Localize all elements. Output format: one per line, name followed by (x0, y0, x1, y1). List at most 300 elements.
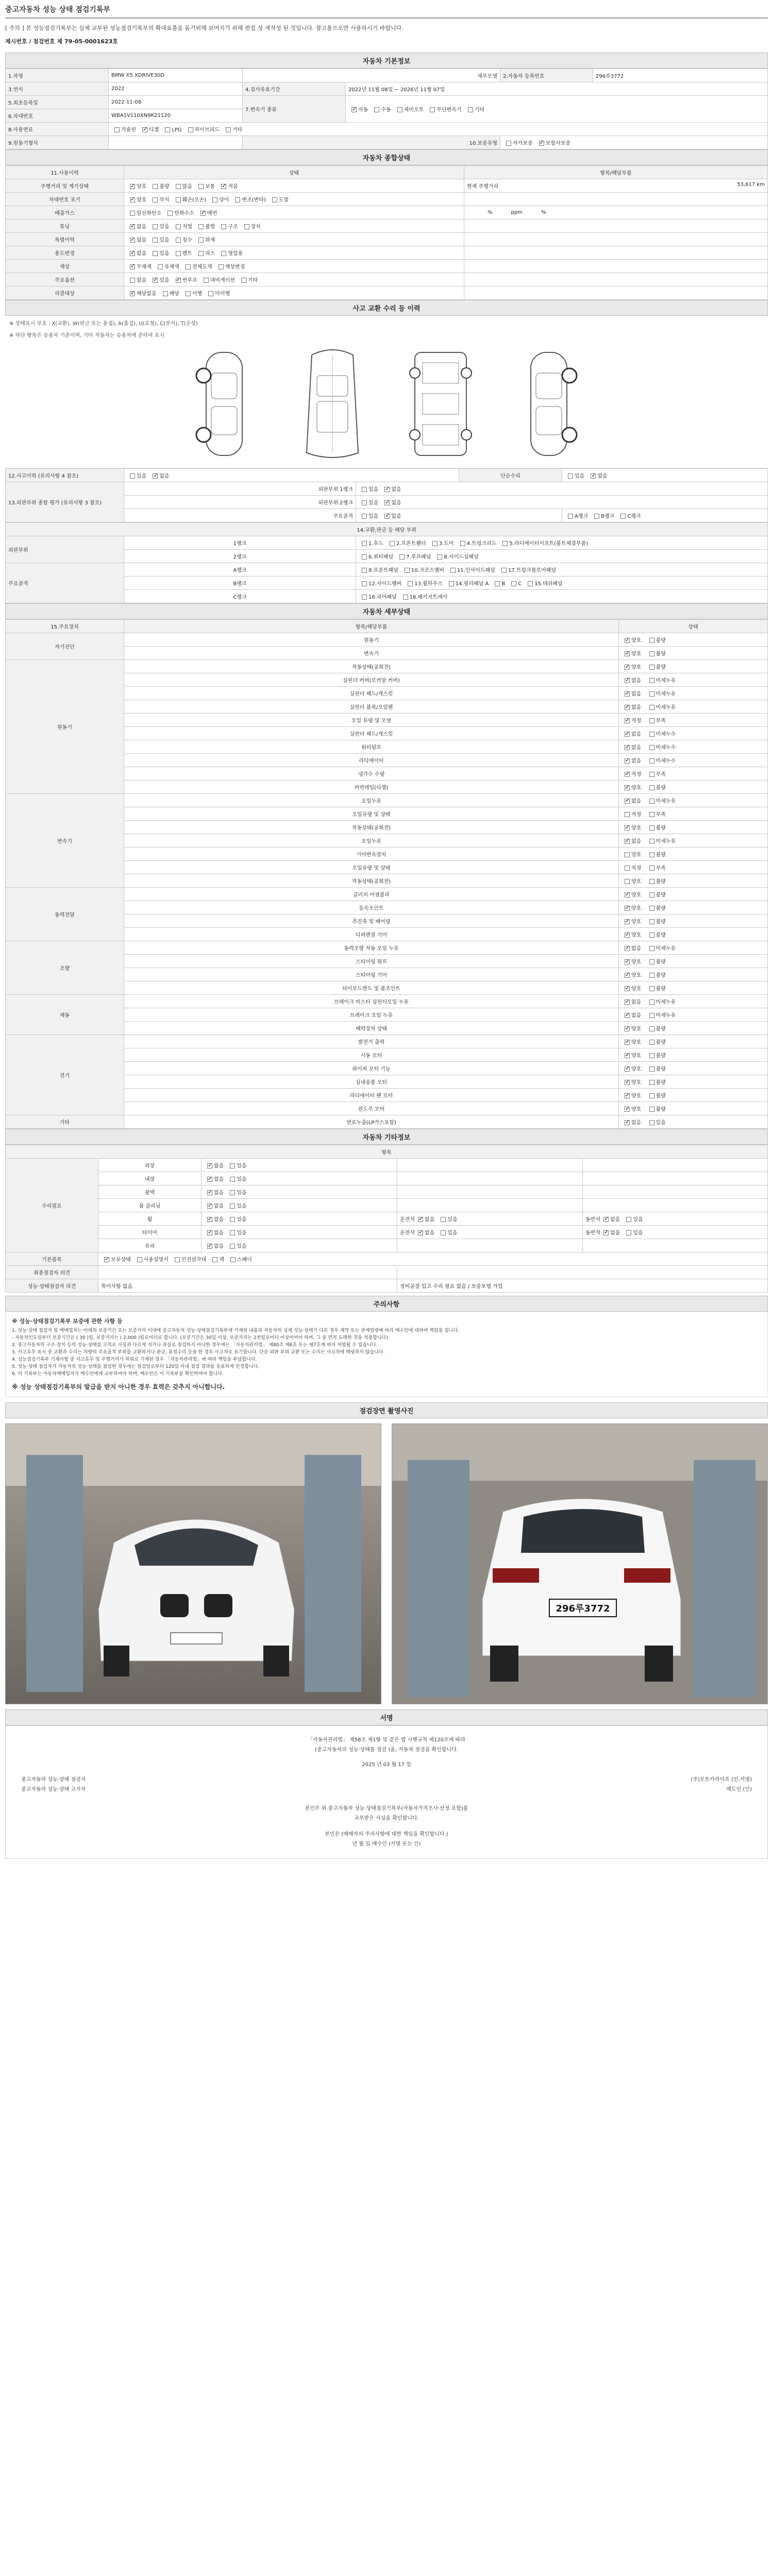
checkbox (198, 238, 204, 243)
option-label: 없음 (137, 224, 147, 230)
detail-state (619, 995, 768, 1008)
option-label: 불량 (656, 892, 666, 898)
detail-item-label: 클러치 어셈블리 (124, 888, 619, 901)
field-label: 5.최초등록일 (6, 96, 109, 109)
option (127, 195, 146, 203)
detail-state (619, 848, 768, 861)
option-label: 양호 (631, 906, 642, 911)
option-label: 탄화수소 (174, 211, 194, 216)
option (227, 1188, 246, 1196)
option-label: 보유상태 (111, 1257, 131, 1263)
caution-item: 1. 성능·상태 점검자 및 매매업자는 아래의 보증기간 또는 보증거리 이내에 중고자동차 성능·상태점검기록부에 기재된 내용과 자동차의 실제 성능·상태가 다른 경우 계약 또는 관계법령에 따라 매수인에 대하여 책임을 집니다. (12, 1328, 460, 1334)
checkbox (408, 581, 413, 586)
checkbox (235, 197, 240, 202)
checkbox (175, 1257, 180, 1262)
option-label: 장치 (250, 224, 261, 230)
option-label: C랭크 (627, 514, 641, 519)
option-label: 미세누수 (656, 758, 676, 764)
checkbox (649, 933, 654, 938)
checkbox (441, 1217, 446, 1222)
photos-heading: 점검장면 촬영사진 (5, 1402, 768, 1418)
checkbox (625, 986, 630, 991)
option-label: 양호 (631, 959, 642, 965)
option-label: 훼손(오손) (182, 197, 207, 203)
frame-rank-options (562, 509, 768, 522)
option (127, 235, 146, 243)
checkbox (625, 665, 630, 670)
checkbox (649, 946, 654, 951)
option-label: 없음 (214, 1230, 224, 1236)
option-label: LPG (172, 127, 182, 133)
checkbox (625, 732, 630, 737)
ack-text: 교부받은 사실을 확인합니다. (354, 1816, 419, 1822)
option (646, 689, 676, 697)
option (621, 984, 641, 992)
car-left-side-diagram (178, 345, 271, 463)
field-value: 2022년 11월 08일 ~ 2026년 11월 07일 (346, 82, 768, 96)
checkbox (625, 691, 630, 697)
option-label: 양호 (631, 825, 642, 831)
etc-item-label: 유리 (98, 1239, 201, 1252)
checkbox (625, 785, 630, 790)
field-value: BMW X5 XDRIVE30D (109, 69, 243, 82)
option-label: 양호 (631, 986, 642, 992)
checkbox (230, 1217, 235, 1222)
summary-table (5, 165, 768, 300)
detail-item-label: 와이퍼 모터 기능 (124, 1062, 619, 1075)
option (646, 971, 666, 978)
checkbox (625, 946, 630, 951)
detail-item-label: 냉각수 수량 (124, 767, 619, 781)
option-label: 양호 (631, 973, 642, 978)
column-header: 항목/해당부품 (464, 166, 768, 179)
device-group-label: 자기진단 (6, 633, 124, 660)
checkbox (625, 1080, 630, 1085)
option (218, 249, 243, 257)
checkbox (603, 1217, 609, 1222)
checkbox (153, 238, 158, 243)
checkbox (399, 554, 405, 560)
basic-info-table (5, 69, 768, 149)
option (621, 1064, 641, 1072)
option (149, 471, 169, 479)
checkbox (649, 1107, 654, 1112)
option (646, 810, 666, 818)
checkbox (501, 568, 507, 573)
detail-item-label: 오일누유 (124, 794, 619, 807)
checkbox (649, 839, 654, 844)
caution-item: 6. 이 기록부는 자동차매매업자가 매수인에게 교부하여야 하며, 매수인은 이 기록부를 확인하여야 합니다. (12, 1371, 224, 1377)
option-label: 없음 (631, 758, 642, 764)
field-label: 8.사용연료 (6, 123, 109, 136)
option (200, 276, 235, 283)
summary-detail (464, 260, 768, 273)
option-label: 있음 (447, 1230, 458, 1236)
buyer-sign-line: 년 월 일 매수인 (서명 또는 인) (352, 1841, 421, 1848)
checkbox (374, 107, 379, 112)
caution-item: 5. 성능·상태 점검자가 자동차의 성능·상태를 점검한 경우에는 점검일로부터 120일 이내 점검 결과를 유효하게 인정합니다. (12, 1364, 260, 1369)
checkbox (649, 1040, 654, 1045)
checkbox (649, 732, 654, 737)
option-label: 불량 (656, 1107, 666, 1112)
detail-state (619, 633, 768, 647)
option (415, 1228, 434, 1236)
option-label: 적정 (631, 718, 642, 724)
option-label: 불량 (656, 879, 666, 885)
frame-label: 주요골격 (6, 563, 124, 603)
option (238, 276, 258, 283)
option-label: 없음 (391, 500, 401, 506)
option-label: 사용설명서 (143, 1257, 169, 1263)
option-label: 화재 (205, 238, 215, 243)
etc-options (201, 1159, 397, 1172)
checkbox (649, 919, 654, 924)
detail-state (619, 914, 768, 928)
basic-items-row (6, 1252, 768, 1266)
option (646, 877, 666, 885)
checkbox (221, 224, 226, 229)
option-label: 있음 (656, 1120, 666, 1126)
detail-state (619, 1048, 768, 1062)
checkbox (594, 514, 599, 519)
option-label: 없음 (137, 238, 147, 243)
device-group-label: 변속기 (6, 794, 124, 888)
option-label: 양호 (631, 892, 642, 898)
option-label: 없음 (424, 1230, 435, 1236)
checkbox (625, 1093, 630, 1098)
position-options (397, 1226, 583, 1239)
checkbox (207, 1204, 212, 1209)
checkbox (362, 554, 367, 560)
checkbox (625, 852, 630, 857)
checkbox (130, 264, 135, 269)
option-label: 없음 (391, 487, 401, 493)
etc-options (201, 1199, 397, 1212)
option (621, 1051, 641, 1059)
detail-state (619, 968, 768, 981)
summary-heading: 자동차 종합상태 (5, 149, 768, 165)
option (149, 235, 169, 243)
checkbox (603, 1230, 609, 1235)
checkbox (405, 568, 410, 573)
etc-item-label: 광택 (98, 1185, 201, 1199)
checkbox (207, 1177, 212, 1182)
signer-row (16, 1775, 757, 1785)
buyer-text: 본인은 (매매자의 주의사항에 대한 책임을 확인합니다.) (325, 1832, 448, 1838)
part-option (401, 566, 444, 573)
column-header: 상태 (619, 620, 768, 633)
option-label: 미세누유 (656, 705, 676, 710)
checkbox (130, 278, 135, 283)
option-label: 있음 (159, 251, 170, 257)
option (241, 222, 261, 230)
checkbox (403, 595, 408, 600)
option-label: 없음 (391, 514, 401, 519)
detail-item-label: 실린더 블록/오일팬 (124, 700, 619, 714)
option (646, 1105, 666, 1112)
car-bottom-diagram (394, 345, 487, 463)
legend-line: ※ 상태표시 부호 : X(교환), W(판금 또는 용접), A(흠집), U(요철), C(부식), T(손상) (9, 321, 198, 327)
basic-items-label: 기본품목 (6, 1252, 98, 1266)
position-options (583, 1226, 768, 1239)
option (149, 249, 169, 257)
detail-state (619, 1115, 768, 1129)
detail-item-label: 실린더 커버(로커암 커버) (124, 673, 619, 687)
accident-options (124, 469, 459, 482)
option (381, 485, 401, 493)
checkbox (620, 514, 626, 519)
detail-item-label: 워터펌프 (124, 740, 619, 754)
detail-item-label: 시동 모터 (124, 1048, 619, 1062)
opinion-label: 최종점검자 의견 (6, 1266, 98, 1279)
field-value: 2022 (109, 82, 243, 96)
parts-table (5, 522, 768, 603)
caution-item: 2. 중고자동차의 구조·장치 등의 성능·상태를 고의로 사실과 다르게 적거나 과실로 점검하지 아니한 경우에는 「자동차관리법」 제80조 제6호 또는 제7호에 따라 처벌될 수 있습니다. (12, 1342, 378, 1348)
option (427, 105, 461, 113)
detail-item-label: 발전기 출력 (124, 1035, 619, 1048)
detail-state (619, 928, 768, 941)
checkbox (649, 852, 654, 857)
option (646, 636, 666, 643)
checkbox (649, 665, 654, 670)
rank-label: A랭크 (124, 563, 356, 577)
option (232, 195, 265, 203)
detail-item-label: 작동상태(공회전) (124, 874, 619, 888)
check-number-label: 제시번호 / 점검번호 (5, 38, 55, 45)
repair-group-label: 수리필요 (6, 1159, 98, 1252)
option-label: 불량 (656, 973, 666, 978)
option-label: 미세누유 (656, 999, 676, 1005)
field-label: 주요골격 (124, 509, 356, 522)
checkbox (130, 211, 135, 216)
option (503, 139, 533, 146)
option (621, 1024, 641, 1032)
detail-state (619, 1062, 768, 1075)
detail-item-label: 커먼레일(디젤) (124, 781, 619, 794)
detail-row (6, 633, 768, 647)
part-label: 12.사이드멤버 (368, 581, 402, 587)
checkbox (137, 1257, 142, 1262)
checkbox (418, 1230, 423, 1235)
part-option (429, 539, 454, 547)
option (209, 195, 229, 203)
checkbox (153, 224, 158, 229)
option (591, 512, 614, 519)
etc-item-label: 타이어 (98, 1226, 201, 1239)
option-label: 양호 (137, 184, 147, 190)
detail-item-label: 기어변속장치 (124, 848, 619, 861)
checkbox (625, 651, 630, 656)
panel-options (356, 509, 562, 522)
option (646, 796, 676, 804)
option (621, 957, 641, 965)
option-label: 적정 (631, 866, 642, 871)
option-label: 이행 (192, 291, 203, 297)
detail-row (6, 794, 768, 807)
option-label: 불량 (656, 933, 666, 938)
part-label: 15.대쉬패널 (534, 581, 563, 587)
checkbox (362, 595, 367, 600)
option-label: 적법 (182, 224, 192, 230)
field-label: 외판부위 1랭크 (124, 482, 356, 496)
sign-heading: 서명 (5, 1709, 768, 1725)
detail-item-label: 윈도우 모터 (124, 1102, 619, 1115)
option-label: 자가보증 (513, 141, 533, 146)
option (164, 209, 194, 216)
option-label: 양호 (631, 1040, 642, 1045)
detail-item-label: 타이로드엔드 및 볼조인트 (124, 981, 619, 995)
sign-text: (중고자동차의 성능·상태를 점검 )을, 자동차 점검을 확인합니다. (315, 1747, 458, 1753)
option-label: 없음 (214, 1204, 224, 1209)
option-label: 양호 (631, 1107, 642, 1112)
basic-items-options (98, 1252, 768, 1266)
option-label: 양호 (631, 1066, 642, 1072)
checkbox (502, 541, 508, 546)
field-label: 13.외판부위 종합 평가 (유의사항 3 참조) (6, 482, 124, 522)
checkbox (130, 184, 135, 189)
etc-options (201, 1185, 397, 1199)
checkbox (362, 568, 367, 573)
option (536, 139, 570, 146)
front-photo (5, 1423, 381, 1704)
summary-row (6, 260, 768, 273)
option-label: 있음 (633, 1230, 643, 1236)
option (600, 1215, 620, 1223)
summary-row (6, 233, 768, 246)
option-label: 적정 (631, 772, 642, 777)
detail-item-label: 오일유량 및 상태 (124, 861, 619, 874)
option-label: 불량 (656, 1093, 666, 1099)
checkbox (221, 251, 226, 256)
checkbox (649, 785, 654, 790)
etc-row (6, 1159, 768, 1172)
detail-item-label: 변속기 (124, 647, 619, 660)
option (127, 276, 146, 283)
detail-state (619, 941, 768, 955)
option-label: 부식 (159, 197, 170, 203)
option (197, 209, 217, 216)
checkbox (649, 1026, 654, 1031)
signer-row (16, 1785, 757, 1794)
device-group-label: 기타 (6, 1115, 124, 1129)
option-label: 썬루프 (182, 278, 197, 283)
option-label: 있음 (633, 1217, 643, 1223)
summary-options (124, 273, 464, 286)
detail-state (619, 1089, 768, 1102)
summary-detail (464, 219, 768, 233)
option-label: 영업용 (228, 251, 243, 257)
option-label: 잭 (219, 1257, 224, 1263)
option-label: 없음 (597, 473, 608, 479)
option (621, 971, 641, 978)
rank-label: 1랭크 (124, 536, 356, 550)
option (359, 485, 378, 493)
option (381, 512, 401, 519)
field-label: 9.원동기형식 (6, 136, 109, 149)
option (646, 1038, 666, 1045)
opinion-sub (397, 1266, 768, 1279)
summary-detail (464, 286, 768, 300)
etc-item-label: 외장 (98, 1159, 201, 1172)
checkbox (207, 1190, 212, 1195)
summary-row (6, 193, 768, 206)
checkbox (163, 291, 168, 296)
checkbox (130, 291, 135, 296)
checkbox (649, 772, 654, 777)
option-label: 불량 (656, 986, 666, 992)
option-label: 매연 (207, 211, 217, 216)
summary-row (6, 219, 768, 233)
checkbox (362, 514, 367, 519)
detail-state (619, 981, 768, 995)
option (195, 235, 215, 243)
checkbox (207, 1230, 212, 1235)
part-option (396, 552, 431, 560)
summary-detail (464, 233, 768, 246)
etc-row (6, 1199, 768, 1212)
checkbox (625, 745, 630, 750)
checkbox (649, 1080, 654, 1085)
checkbox (649, 1013, 654, 1018)
option-label: 부족 (656, 812, 666, 818)
option (621, 796, 641, 804)
option (621, 1038, 641, 1045)
option-label: 있음 (237, 1244, 247, 1249)
part-option (457, 539, 497, 547)
part-option (492, 581, 505, 587)
checkbox (539, 141, 544, 146)
option-label: 양호 (631, 665, 642, 670)
option (227, 1242, 246, 1249)
detail-state (619, 794, 768, 807)
option (173, 276, 197, 283)
opinion-row (6, 1266, 768, 1279)
signer-label: 중고자동차 성능·상태 고지자 (21, 1787, 86, 1793)
summary-options (124, 233, 464, 246)
checkbox (418, 1217, 423, 1222)
detail-item-label: 실린더 헤드/개스킷 (124, 687, 619, 700)
checkbox (649, 906, 654, 911)
option (173, 222, 192, 230)
option-label: 없음 (137, 278, 147, 283)
option (621, 716, 641, 724)
checkbox (649, 705, 654, 710)
checkbox (130, 224, 135, 229)
option (621, 1011, 641, 1019)
option-label: 보통 (205, 184, 215, 190)
checkbox (207, 1163, 212, 1168)
checkbox (625, 879, 630, 884)
rank-label: C랭크 (124, 590, 356, 603)
option-label: 없음 (610, 1217, 620, 1223)
option (646, 930, 666, 938)
summary-detail (464, 193, 768, 206)
option (621, 877, 641, 885)
option (173, 195, 206, 203)
detail-state (619, 687, 768, 700)
option-label: 있음 (447, 1217, 458, 1223)
checkbox (649, 812, 654, 817)
option-label: 없음 (631, 745, 642, 751)
caution-list (12, 1328, 761, 1378)
option (359, 498, 378, 506)
option (134, 1255, 169, 1263)
option (205, 289, 230, 297)
option (646, 730, 676, 737)
column-header: 11.사용이력 (6, 166, 124, 179)
checkbox (130, 473, 135, 479)
checkbox (230, 1190, 235, 1195)
